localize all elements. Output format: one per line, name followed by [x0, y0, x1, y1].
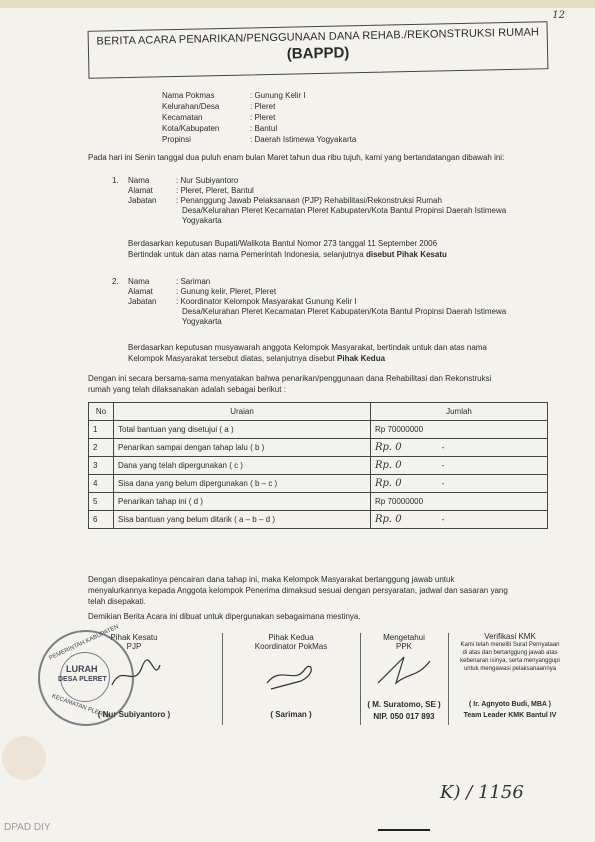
signature-pihak-kesatu: Pihak Kesatu PJP ( Nur Subiyantoro ): [97, 633, 171, 719]
info-row: Nama Pokmas : Gunung Kelir I: [162, 91, 306, 100]
closing-line-2: menyalurkannya kepada Anggota kelompok Penerima dimaksud sesuai dengan persyaratan, jadwal dan sasaran yang: [88, 586, 508, 595]
signature-scribble-icon: [374, 653, 434, 689]
party-one-behalf: Bertindak untuk dan atas nama Pemerintah Indonesia, selanjutnya disebut Pihak Kesatu: [128, 250, 447, 259]
closing-line-3: telah disepakati.: [88, 597, 146, 606]
signature-scribble-icon: [261, 655, 321, 695]
handwritten-reference: K) / 1156: [440, 782, 524, 803]
info-row: Kecamatan : Pleret: [162, 113, 276, 122]
pokmas-info: [162, 90, 356, 145]
party-two-behalf: Kelompok Masyarakat tersebut diatas, selanjutnya disebut Pihak Kedua: [128, 354, 386, 363]
column-header-no: No: [89, 403, 114, 421]
stamp-text-center-sub: DESA PLERET: [58, 676, 107, 683]
party-one-basis: Berdasarkan keputusan Bupati/Walikota Bantul Nomor 273 tanggal 11 September 2006: [128, 239, 438, 248]
document-acronym: (BAPPD): [286, 44, 350, 63]
table-row: 3 Dana yang telah dipergunakan ( c ) Rp. 0 -: [89, 457, 548, 475]
table-row: 6 Sisa bantuan yang belum ditarik ( a – b – d ) Rp. 0 -: [89, 511, 548, 529]
table-row: 5 Penarikan tahap ini ( d ) Rp 70000000: [89, 493, 548, 511]
signature-pihak-kedua: Pihak Kedua Koordinator PokMas ( Sariman ): [254, 633, 328, 719]
divider: [448, 633, 449, 725]
table-row: 1 Total bantuan yang disetujui ( a ) Rp 70000000: [89, 421, 548, 439]
document-title-box: [88, 21, 549, 79]
agreement-line-2: rumah yang telah dilaksanakan adalah sebagai berikut :: [88, 385, 286, 394]
party-one: 1. Nama : Nur Subiyantoro Alamat : Pleret, Pleret, Bantul Jabatan : Penanggung Jawab Pelaksanaan (PJP) Rehabilitasi/Rekonstruksi Rumah Desa/Kelurahan Pleret Kecamatan Pleret Kabupaten/Kota Bantul Propinsi Daerah Istimewa Yogyakarta: [112, 176, 507, 225]
watermark: DPAD DIY: [4, 822, 51, 833]
disbursement-table: [88, 402, 548, 529]
document-title: BERITA ACARA PENARIKAN/PENGGUNAAN DANA REHAB./REKONSTRUKSI RUMAH: [96, 26, 540, 48]
info-row: Kota/Kabupaten : Bantul: [162, 124, 278, 133]
column-header-uraian: Uraian: [114, 403, 371, 421]
top-scan-band: [0, 0, 595, 8]
intro-text: Pada hari ini Senin tanggal dua puluh enam bulan Maret tahun dua ribu tujuh, kami yang bertandatangan dibawah ini:: [88, 153, 505, 162]
agreement-line-1: Dengan ini secara bersama-sama menyatakan bahwa penarikan/penggunaan dana Rehabilitasi dan Rekonstruksi: [88, 374, 492, 383]
party-two-basis: Berdasarkan keputusan musyawarah anggota Kelompok Masyarakat, bertindak untuk dan atas nama: [128, 343, 487, 352]
column-header-jumlah: Jumlah: [371, 403, 548, 421]
closing-line-1: Dengan disepakatinya pencairan dana tahap ini, maka Kelompok Masyarakat bertanggung jawab untuk: [88, 575, 455, 584]
signature-mengetahui: Mengetahui PPK ( M. Suratomo, SE ) NIP. 050 017 893: [367, 633, 441, 721]
page-number: 12: [552, 10, 565, 21]
divider: [360, 633, 361, 725]
table-header-row: [89, 403, 548, 421]
signature-verifikasi: Verifikasi KMK Kami telah meneliti Surat Pernyataan di atas dan bertanggung jawab atas kebenaran isinya, serta menyanggupi untuk mengawasi pelaksanaannya ( Ir. Agnyoto Budi, MBA ) Team Leader KMK Bantul IV: [460, 632, 560, 719]
info-row: Propinsi : Daerah Istimewa Yogyakarta: [162, 135, 357, 144]
stamp-text-center: LURAH: [66, 664, 98, 674]
stamp-text-bottom: KECAMATAN PLERET: [50, 693, 111, 721]
archive-logo-icon: [2, 736, 46, 780]
closing-line-4: Demikian Berita Acara ini dibuat untuk dipergunakan sebagaimana mestinya.: [88, 612, 361, 621]
party-two: 2. Nama : Sariman Alamat : Gunung kelir, Pleret, Pleret Jabatan : Koordinator Kelompok Masyarakat Gunung Kelir I Desa/Kelurahan Pleret Kecamatan Pleret Kabupaten/Kota Bantul Propinsi Daerah Istimewa Yogyakarta: [112, 277, 507, 326]
table-row: 4 Sisa dana yang belum dipergunakan ( b – c ) Rp. 0 -: [89, 475, 548, 493]
table-row: 2 Penarikan sampai dengan tahap lalu ( b ) Rp. 0 -: [89, 439, 548, 457]
info-row: Kelurahan/Desa : Pleret: [162, 102, 276, 111]
bottom-mark: [378, 829, 430, 831]
divider: [222, 633, 223, 725]
stamp-text-top: PEMERINTAH KABUPATEN: [48, 624, 120, 662]
